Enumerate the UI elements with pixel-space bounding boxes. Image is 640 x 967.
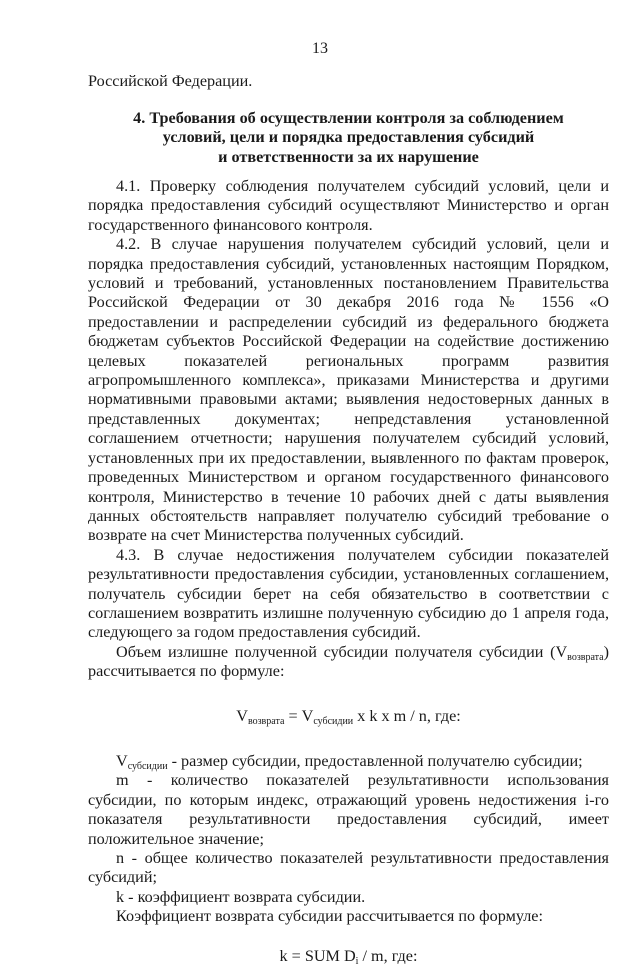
continuation-text: Российской Федерации. <box>88 72 253 90</box>
paragraph-4-1: 4.1. Проверку соблюдения получателем субсидий условий, цели и порядка предоставления субсидий осуществляют Министерство и орган государственного финансового контроля. <box>88 177 609 234</box>
definition-v-subsidy: $V_{субсидии}$ - размер субсидии, предоставленной получателю субсидии; <box>116 751 583 772</box>
definition-k: k - коэффициент возврата субсидии. <box>116 887 366 906</box>
coefficient-intro: Коэффициент возврата субсидии рассчитывается по формуле: <box>116 907 543 926</box>
volume-subscript: возврата <box>567 651 604 663</box>
heading-line-3: и ответственности за их нарушение <box>218 147 479 166</box>
volume-formula-intro: Объем излишне полученной субсидии получателя субсидии $(V_{возврата})$ рассчитывается по формуле: <box>88 642 609 681</box>
heading-line-2: условий, цели и порядка предоставления субсидий <box>162 128 535 147</box>
definition-n: n - общее количество показателей результативности предоставления субсидий; <box>88 849 609 887</box>
paragraph-4-2: 4.2. В случае нарушения получателем субсидий условий, цели и порядка предоставления субсидий, установленных настоящим Порядком, условий и требований, установленных постановлением Правительства Российской Федерации от 30 декабря 2016 года № 1556 «О предоставлении и распределении субсидий из федерального бюджета бюджетам субъектов Российской Федерации на содействие достижению целевых показателей региональных программ развития агропромышленного комплекса», приказами Министерства и другими нормативными правовыми актами; выявления недостоверных данных в представленных документах; непредставления установленной соглашением отчетности; нарушения получателем субсидий условий, установленных при их предоставлении, выявленного по фактам проверок, проведенных Министерством и органом государственного финансового контроля, Министерство в течение 10 рабочих дней с даты выявления данных обстоятельств направляет получателю субсидий требование о возврате на счет Министерства полученных субсидий. <box>88 235 609 545</box>
formula-coefficient: k = SUM $D_i$ / m, где: <box>279 946 418 967</box>
heading-line-1: 4. Требования об осуществлении контроля за соблюдением <box>133 109 564 127</box>
definition-m: m - количество показателей результативности использования субсидии, по которым индекс, отражающий уровень недостижения i-го показателя результативности предоставления субсидий, имеет положительное значение; <box>88 771 609 848</box>
paragraph-4-3: 4.3. В случае недостижения получателем субсидии показателей результативности предоставления субсидии, установленных соглашением, получатель субсидии берет на себя обязательство в соответствии с соглашением возвратить излишне полученную субсидию до 1 апреля года, следующего за годом предоставления субсидий. <box>88 545 609 642</box>
page-number: 13 <box>312 40 328 57</box>
section-heading <box>88 109 609 167</box>
document-body <box>88 177 609 966</box>
formula-volume: $V_{возврата} = V_{субсидии}$ x k x m / n, где: <box>236 706 461 727</box>
